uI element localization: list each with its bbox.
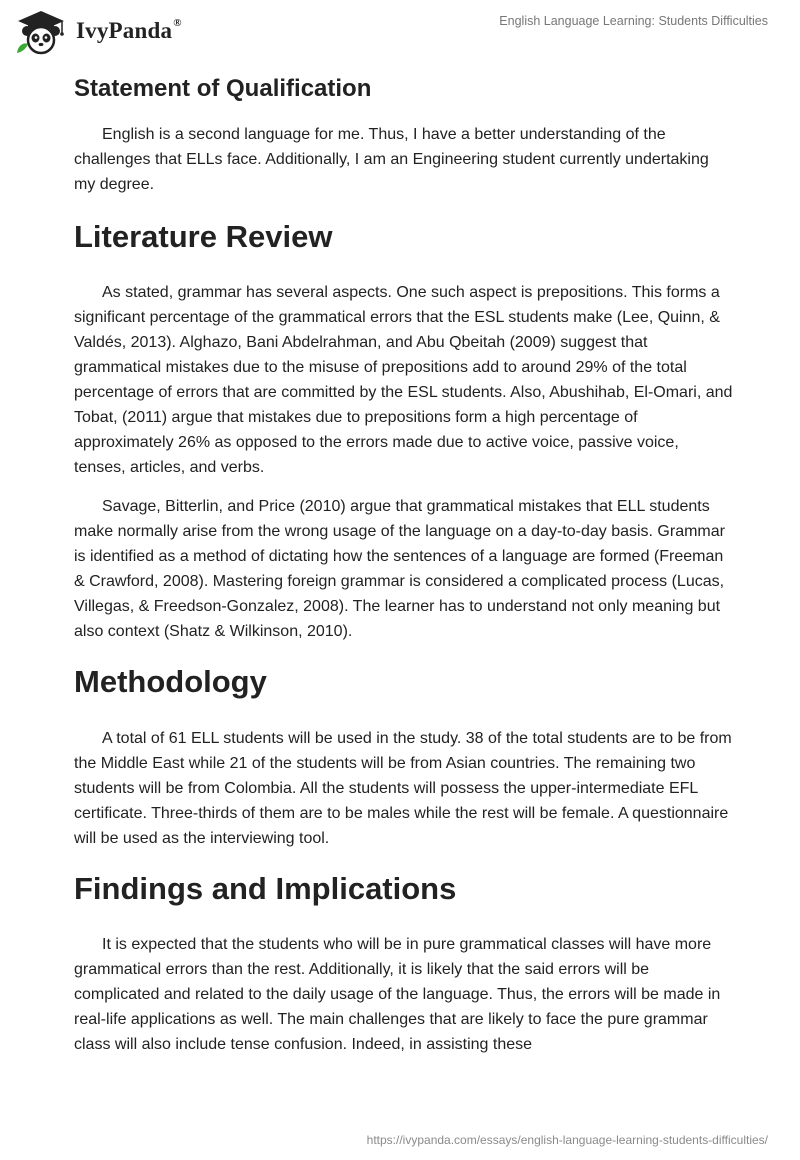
ivypanda-logo[interactable] <box>14 9 182 55</box>
paragraph-qualification: English is a second language for me. Thus, I have a better understanding of the challenges that ELLs face. Additionally, I am an Engineering student currently undertaking my degree. <box>74 126 709 193</box>
heading-statement-of-qualification: Statement of Qualification <box>74 75 372 102</box>
panda-graduation-cap-icon <box>14 9 68 55</box>
paragraph-literature-2: Savage, Bitterlin, and Price (2010) argue that grammatical mistakes that ELL students make normally arise from the wrong usage of the language on a day-to-day basis. Grammar is identified as a method of dictating how the sentences of a language are formed (Freeman & Crawford, 2008). Mastering foreign grammar is considered a complicated process (Lucas, Villegas, & Freedson-Gonzalez, 2008). The learner has to understand not only meaning but also context (Shatz & Wilkinson, 2010). <box>74 498 725 640</box>
heading-literature-review: Literature Review <box>74 219 333 254</box>
page-header <box>0 0 800 64</box>
brand-name: IvyPanda® <box>76 17 182 43</box>
paragraph-methodology: A total of 61 ELL students will be used in the study. 38 of the total students are to be from the Middle East while 21 of the students will be from Asian countries. The remaining two students will be from Colombia. All the students will possess the upper-intermediate EFL certificate. Three-thirds of them are to be males while the rest will be female. A questionnaire will be used as the interviewing tool. <box>74 730 732 847</box>
trademark-symbol: ® <box>173 17 182 30</box>
essay-content <box>74 70 734 1057</box>
heading-findings-and-implications: Findings and Implications <box>74 871 457 906</box>
heading-methodology: Methodology <box>74 664 267 699</box>
paragraph-literature-1: As stated, grammar has several aspects. One such aspect is prepositions. This forms a significant percentage of the grammatical errors that the ESL students make (Lee, Quinn, & Valdés, 2013). Alghazo, Bani Abdelrahman, and Abu Qbeitah (2009) suggest that grammatical mistakes due to the misuse of prepositions add to around 29% of the total percentage of errors that are committed by the ESL students. Also, Abushihab, El-Omari, and Tobat, (2011) argue that mistakes due to prepositions form a high percentage of approximately 26% as opposed to the errors made due to active voice, passive voice, tenses, articles, and verbs. <box>74 284 733 476</box>
source-url[interactable]: https://ivypanda.com/essays/english-language-learning-students-difficulties/ <box>366 1133 768 1147</box>
document-title: English Language Learning: Students Difficulties <box>499 14 768 28</box>
paragraph-findings: It is expected that the students who will be in pure grammatical classes will have more grammatical errors than the rest. Additionally, it is likely that the said errors will be complicated and related to the daily usage of the language. Thus, the errors will be made in real-life applications as well. The main challenges that are likely to face the pure grammar class will also include tense confusion. Indeed, in assisting these <box>74 936 721 1053</box>
